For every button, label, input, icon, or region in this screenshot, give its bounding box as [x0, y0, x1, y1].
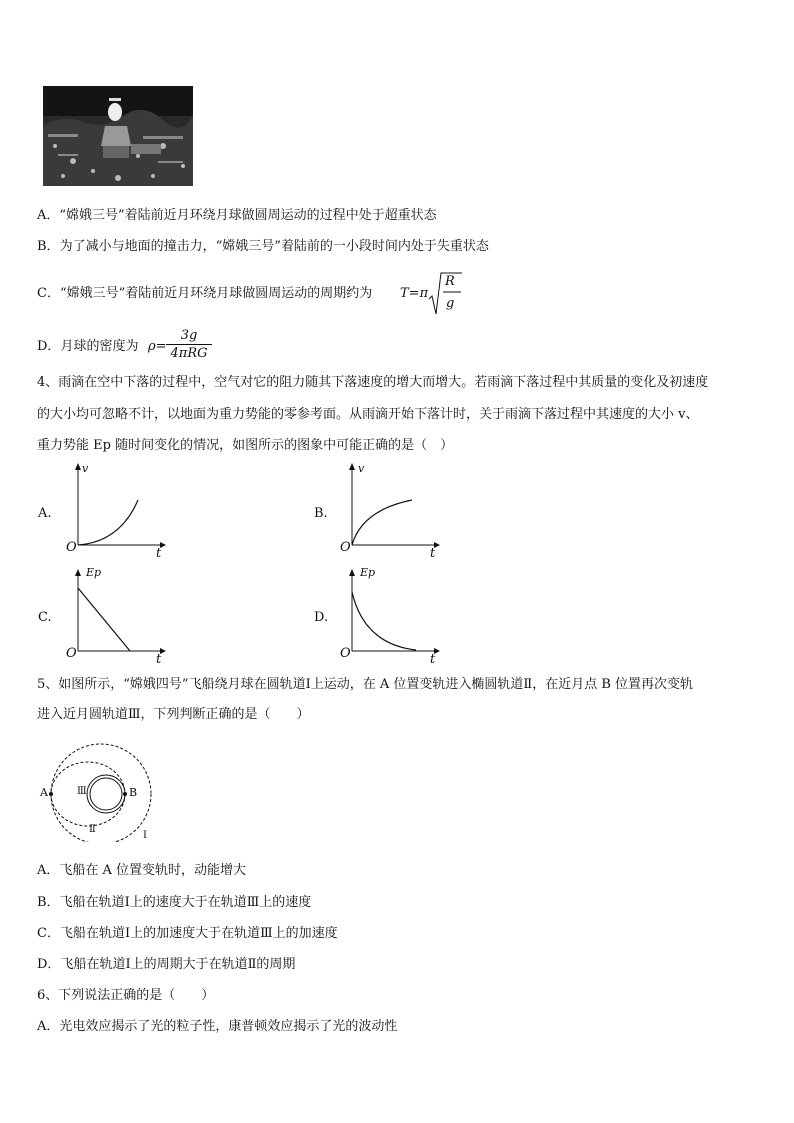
formula-prefix: T=π — [400, 286, 429, 301]
graph-a-ylabel: v — [82, 462, 89, 475]
q5-stem-line-2: 进入近月圆轨道Ⅲ，下列判断正确的是（ ） — [37, 707, 310, 722]
label-iii: Ⅲ — [77, 786, 87, 797]
option-text: 飞船在轨道Ⅰ上的周期大于在轨道Ⅱ的周期 — [60, 957, 296, 972]
graph-c-label: C. — [38, 610, 52, 625]
label-i: Ⅰ — [143, 830, 147, 841]
option-text: 为了减小与地面的撞击力，“嫦娥三号”着陆前的一小段时间内处于失重状态 — [59, 239, 489, 254]
graph-a-label: A. — [38, 506, 52, 521]
label-a: A — [40, 786, 48, 799]
q6-option-a — [37, 1018, 397, 1036]
density-formula-prefix — [148, 338, 167, 356]
option-label: C． — [37, 286, 60, 301]
graph-b-origin: O — [340, 540, 351, 555]
graph-b-ylabel: v — [358, 462, 365, 475]
graph-a-origin: O — [66, 540, 77, 555]
moon — [87, 775, 125, 813]
option-label: A． — [37, 1019, 60, 1034]
graph-d-origin: O — [340, 646, 351, 661]
formula-prefix: ρ= — [148, 339, 167, 354]
option-text: 飞船在轨道Ⅰ上的速度大于在轨道Ⅲ上的速度 — [59, 895, 312, 910]
point-b — [123, 792, 127, 796]
q6-stem: 6、下列说法正确的是（ ） — [37, 988, 215, 1003]
density-fraction — [166, 327, 212, 362]
fraction-denominator: 4πRG — [170, 346, 208, 361]
q5-option-b — [37, 894, 311, 912]
graph-c-origin: O — [66, 646, 77, 661]
q3-option-b — [37, 238, 489, 256]
q3-option-d — [37, 338, 138, 356]
q5-option-d — [37, 956, 295, 974]
curve-b — [352, 500, 412, 545]
q5-stem-line-1: 5、如图所示，“嫦娥四号”飞船绕月球在圆轨道Ⅰ上运动，在 A 位置变轨进入椭圆轨道Ⅱ，在近月点 B 位置再次变轨 — [37, 677, 694, 692]
label-ii: Ⅱ — [89, 824, 96, 835]
orbit-ii — [51, 762, 125, 826]
graph-d-xlabel: t — [430, 652, 436, 667]
option-text: “嫦娥三号”着陆前近月环绕月球做圆周运动的过程中处于超重状态 — [59, 208, 437, 223]
graph-d-ylabel: Ep — [360, 566, 376, 579]
option-text: 光电效应揭示了光的粒子性，康普顿效应揭示了光的波动性 — [59, 1019, 398, 1034]
sqrt-numerator: R — [445, 274, 455, 289]
point-a — [49, 792, 53, 796]
graph-c-ylabel: Ep — [86, 566, 102, 579]
graph-a-xlabel: t — [156, 546, 162, 561]
option-label: D． — [37, 339, 61, 354]
label-b: B — [129, 786, 138, 799]
option-label: A． — [37, 208, 60, 223]
lunar-lander-photo — [43, 86, 193, 186]
graph-b-xlabel: t — [430, 546, 436, 561]
option-label: B． — [37, 239, 60, 254]
curve-a — [78, 500, 138, 545]
q4-stem-line-1: 4、雨滴在空中下落的过程中，空气对它的阻力随其下落速度的增大而增大。若雨滴下落过程中其质量的变化及初速度 — [37, 375, 709, 390]
curve-d — [352, 592, 416, 650]
graph-d-label: D. — [314, 610, 329, 625]
q3-option-c — [37, 285, 372, 303]
option-text: 飞船在轨道Ⅰ上的加速度大于在轨道Ⅲ上的加速度 — [59, 926, 338, 941]
option-text: “嫦娥三号”着陆前近月环绕月球做圆周运动的周期约为 — [59, 286, 373, 301]
q5-option-a — [37, 862, 246, 880]
q4-stem-line-3: 重力势能 Ep 随时间变化的情况，如图所示的图象中可能正确的是（ ） — [37, 438, 454, 453]
option-label: D． — [37, 957, 61, 972]
q5-option-c — [37, 925, 338, 943]
line-c — [78, 588, 130, 651]
fraction-numerator: 3g — [166, 327, 212, 345]
option-label: C． — [37, 926, 60, 941]
graph-c-xlabel: t — [156, 652, 162, 667]
orbit-diagram — [36, 742, 166, 842]
q3-option-a — [37, 207, 437, 225]
q4-stem-line-2: 的大小均可忽略不计，以地面为重力势能的零参考面。从雨滴开始下落计时，关于雨滴下落过程中其速度的大小 v、 — [37, 407, 699, 422]
option-label: B． — [37, 895, 60, 910]
period-formula — [400, 285, 428, 303]
option-text: 月球的密度为 — [60, 339, 139, 354]
option-label: A． — [37, 863, 60, 878]
orbit-iii — [90, 778, 122, 810]
sqrt-formula — [428, 271, 462, 321]
sqrt-denominator: g — [446, 296, 455, 311]
graph-b-label: B. — [314, 506, 328, 521]
option-text: 飞船在 A 位置变轨时，动能增大 — [59, 863, 247, 878]
